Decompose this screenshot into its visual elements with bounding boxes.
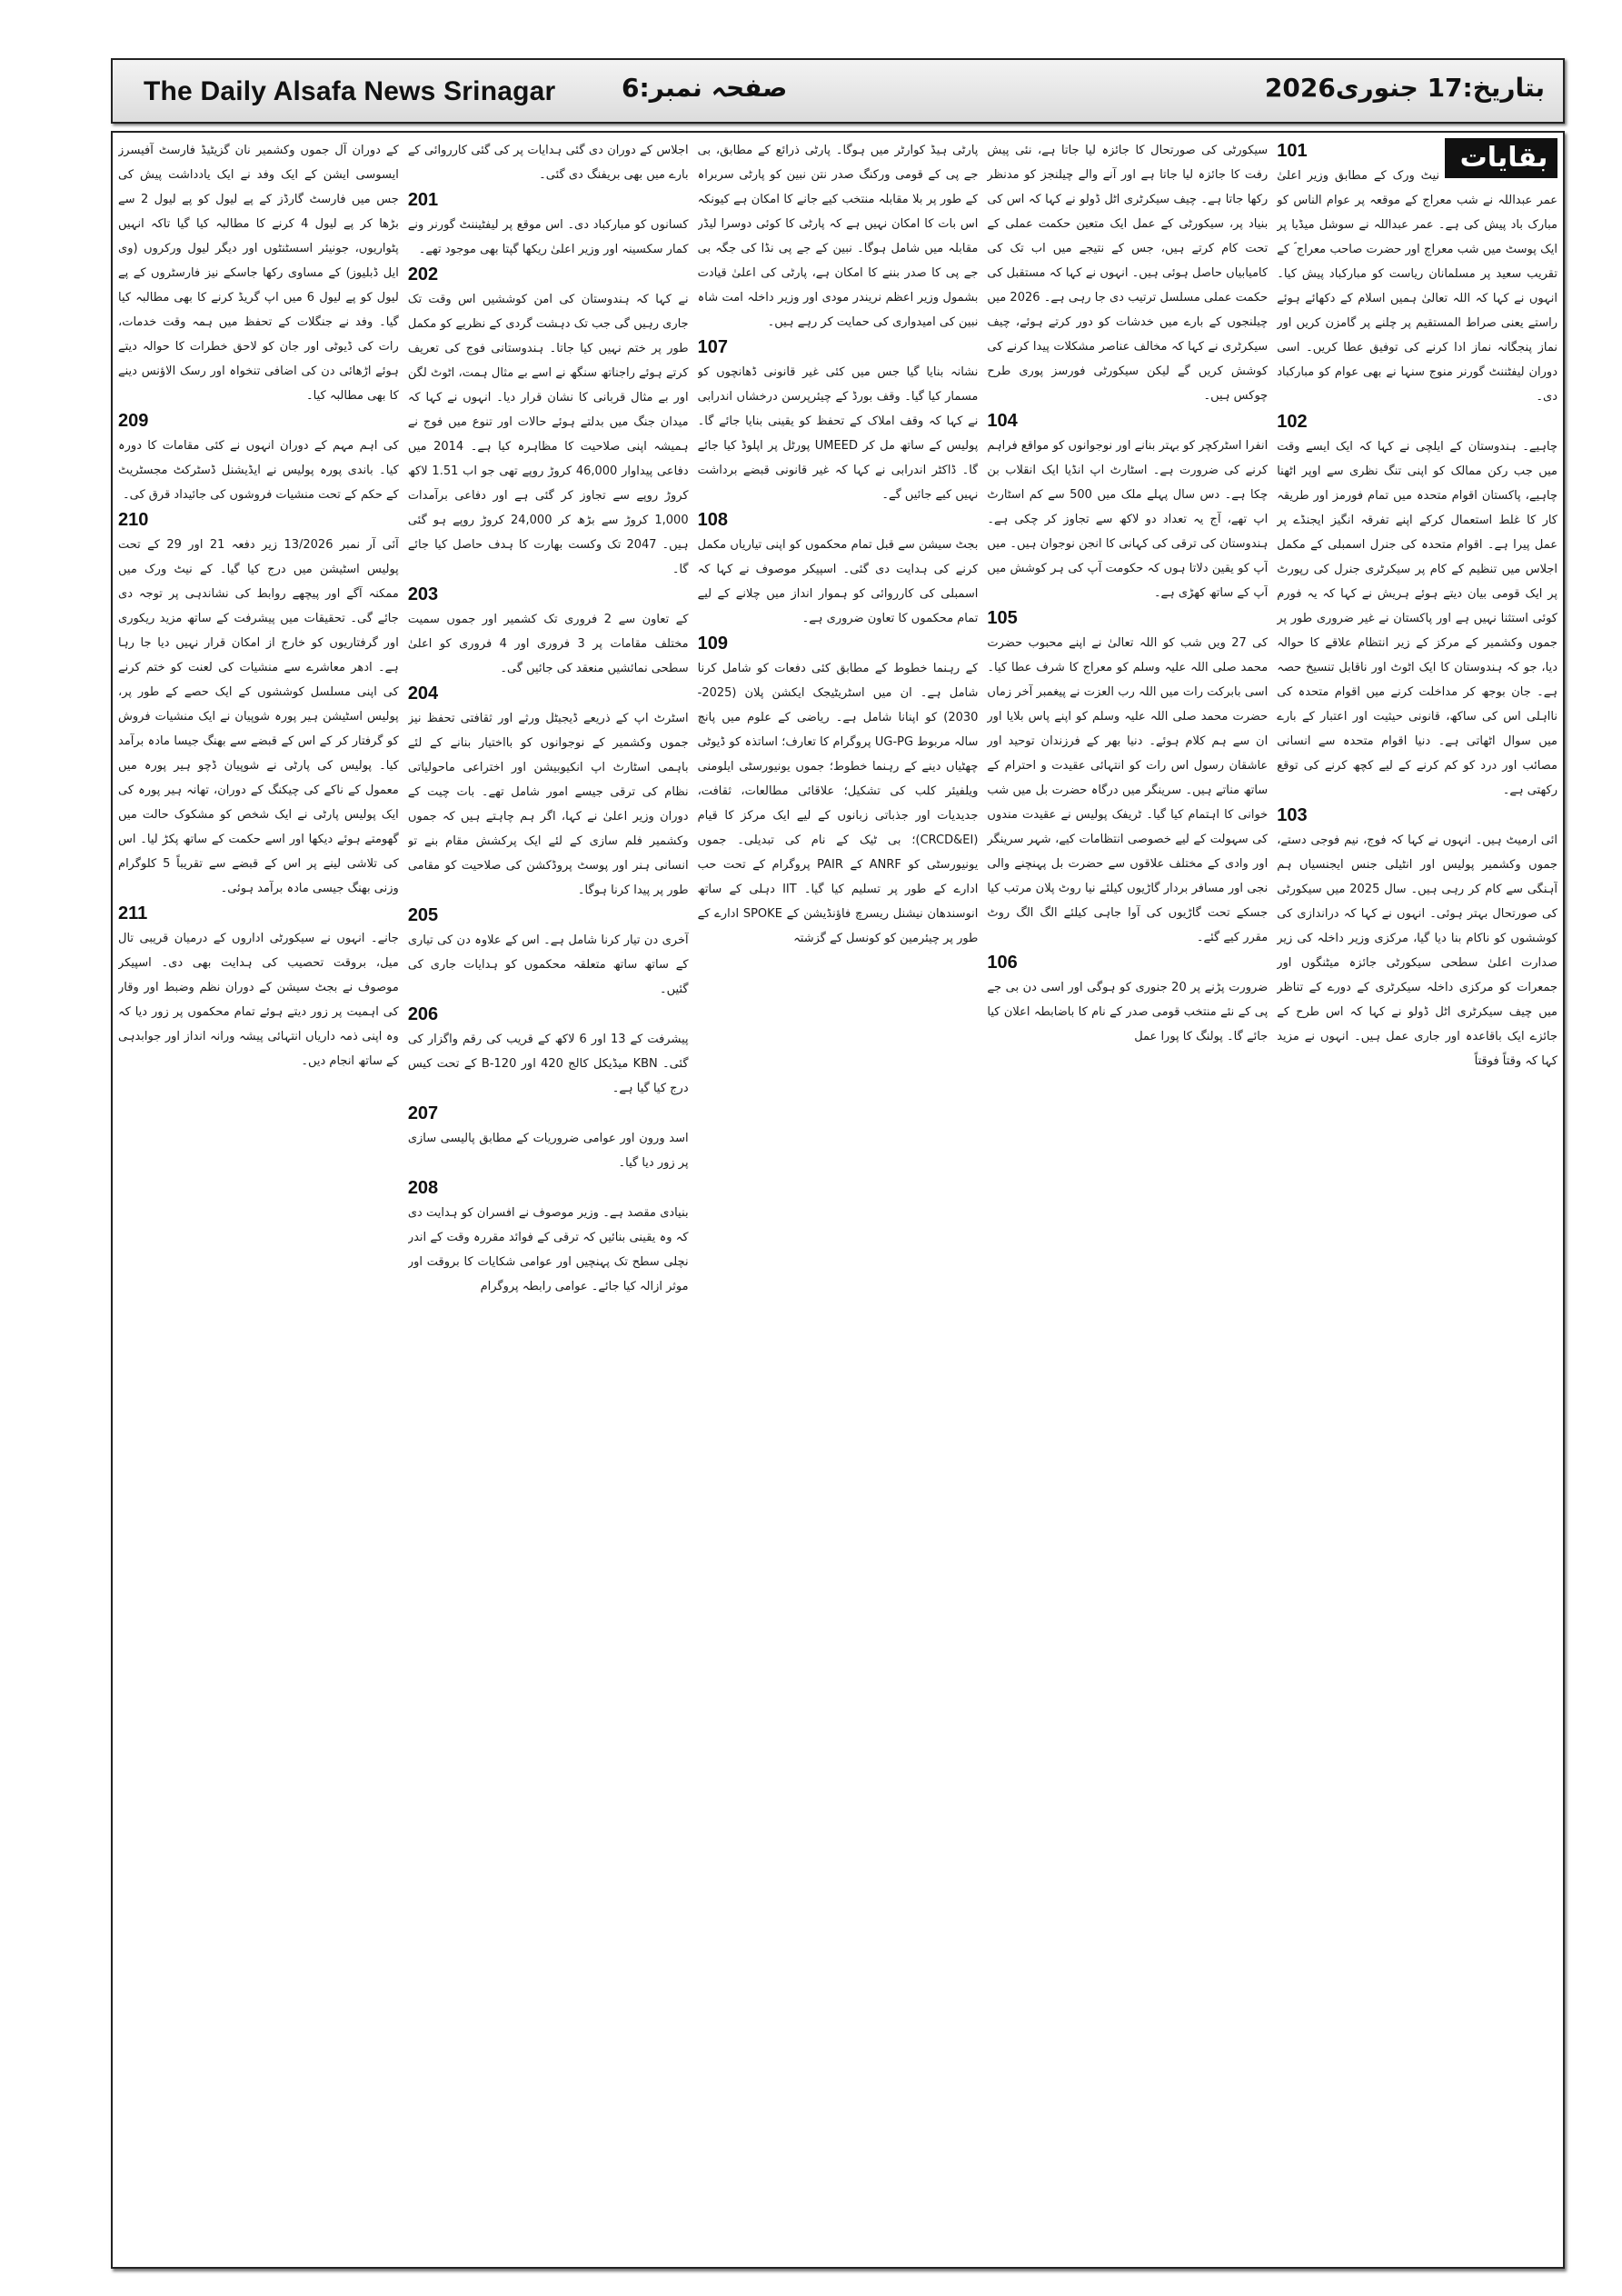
content-frame (111, 131, 1565, 2269)
section-number: 105 (987, 608, 1018, 628)
article-paragraph: پارٹی ہیڈ کوارٹر میں ہوگا۔ پارٹی ذرائع کے مطابق، بی جے پی کے قومی ورکنگ صدر نتن نبین کو پارٹی سربراہ کے طور پر بلا مقابلہ منتخب کیے جانے کا امکان ہے کیونکہ اس بات کا امکان نہیں ہے کہ پارٹی کا کوئی دوسرا لیڈر مقابلہ میں شامل ہوگا۔ نبین کے جے پی نڈا کی جگہ بی جے پی کا صدر بننے کا امکان ہے، پارٹی کی اعلیٰ قیادت بشمول وزیر اعظم نریندر مودی اور وزیر داخلہ امت شاہ نبین کی امیدواری کی حمایت کر رہے ہیں۔ (697, 144, 979, 329)
section-number: 201 (407, 190, 439, 210)
article-paragraph: کے دوران آل جموں وکشمیر نان گزیٹیڈ فارسٹ آفیسرز ایسوسی ایشن کے ایک وفد نے ایک یادداشت پیش کی جس میں فارسٹ گارڈز کے پے لیول کو پے لیول 2 سے بڑھا کر پے لیول 4 کرنے کا مطالبہ کیا گیا تاکہ انہیں پٹواریوں، جونیئر اسسٹنٹوں اور دیگر لیول ورکروں (وی ایل ڈبلیوز) کے مساوی رکھا جاسکے نیز فارسٹروں کے پے لیول کو پے لیول 6 میں اپ گریڈ کرنے کا بھی مطالبہ کیا گیا۔ وفد نے جنگلات کے تحفظ میں ہمہ وقت خدمات، رات کی ڈیوٹی اور جان کو لاحق خطرات کا حوالہ دیتے ہوئے اڑھائی دن کی اضافی تنخواہ اور رسک الاؤنس دینے کا بھی مطالبہ کیا۔ (118, 144, 399, 403)
article-paragraph: جانے۔ انہوں نے سیکورٹی اداروں کے درمیان قریبی تال میل، بروقت تحصیب کی ہدایت بھی دی۔ اسپیکر موصوف نے بجٹ سیشن کے دوران نظم وضبط اور وقار کی اہمیت پر زور دیتے ہوئے تمام محکموں پر زور دیا کہ وہ اپنی ذمہ داریاں انتہائی پیشہ ورانہ انداز اور جوابدہی کے ساتھ انجام دیں۔ (118, 932, 399, 1068)
article-paragraph: پیشرفت کے 13 اور 6 لاکھ کے قریب کی رقم واگزار کی گئی۔ KBN میڈیکل کالج 420 اور 120-B کے تحت کیس درج کیا گیا ہے۔ (407, 1033, 689, 1095)
newspaper-page (111, 58, 1565, 2269)
section-number: 202 (407, 265, 439, 285)
article-paragraph: آخری دن تیار کرنا شامل ہے۔ اس کے علاوہ دن کی تیاری کے ساتھ ساتھ متعلقہ محکموں کو ہدایات جاری کی گئیں۔ (407, 933, 689, 996)
article-paragraph: اجلاس کے دوران دی گئی ہدایات پر کی گئی کارروائی کے بارے میں بھی بریفنگ دی گئی۔ (407, 144, 689, 182)
section-number: 108 (697, 510, 728, 530)
article-paragraph: آئی آر نمبر 13/2026 زیر دفعہ 21 اور 29 کے تحت پولیس اسٹیشن میں درج کیا گیا۔ کے نیٹ ورک میں ممکنہ آگے اور پیچھے روابط کی نشاندہی پر توجہ دی جائے گی۔ تحقیقات میں پیشرفت کے ساتھ مزید ریکوری اور گرفتاریوں کو خارج از امکان قرار نہیں دیا جا رہا ہے۔ ادھر معاشرے سے منشیات کی لعنت کو ختم کرنے کی اپنی مسلسل کوششوں کے ایک حصے کے طور پر، پولیس اسٹیشن ہیر پورہ شوپیان نے ایک منشیات فروش کو گرفتار کر کے اس کے قبضے سے بھنگ جیسا مادہ برآمد کیا۔ پولیس کی پارٹی نے شوپیان ڈچو ہیر پورہ میں معمول کے ناکے کی چیکنگ کے دوران، تھانہ ہیر پورہ کی ایک پولیس پارٹی نے ایک شخص کو مشکوک حالت میں گھومتے ہوئے دیکھا اور اسے حکمت کے ساتھ پکڑ لیا۔ اس کی تلاشی لینے پر اس کے قبضے سے تقریباً 5 کلوگرام وزنی بھنگ جیسی مادہ برآمد ہوئی۔ (118, 538, 399, 895)
article-paragraph: چاہیے۔ ہندوستان کے ایلچی نے کہا کہ ایک ایسے وقت میں جب رکن ممالک کو اپنی تنگ نظری سے اوپر اٹھنا چاہیے، پاکستان اقوام متحدہ میں تمام فورمز اور طریقہ کار کا غلط استعمال کرکے اپنے تفرقہ انگیز ایجنڈے پر عمل پیرا ہے۔ اقوام متحدہ کی جنرل اسمبلی کے مکمل اجلاس میں تنظیم کے کام پر سیکرٹری جنرل کی رپورٹ پر ایک قومی بیان دیتے ہوئے ہریش نے کہا کہ یہ فورم کوئی استثنا نہیں ہے اور پاکستان نے غیر ضروری طور پر جموں وکشمیر کے مرکز کے زیر انتظام علاقے کا حوالہ دیا، جو کہ ہندوستان کا ایک اٹوٹ اور ناقابل تنسیخ حصہ ہے۔ جان بوجھ کر مداخلت کرنے میں اقوام متحدہ کی نااہلی اس کی ساکھ، قانونی حیثیت اور اعتبار کے بارے میں سوال اٹھاتی ہے۔ دنیا اقوام متحدہ سے انسانی مصائب اور درد کو کم کرنے کے لیے کچھ کرنے کی توقع رکھتی ہے۔ (1277, 440, 1557, 797)
section-number: 207 (407, 1103, 439, 1123)
article-paragraph: کے رہنما خطوط کے مطابق کئی دفعات کو شامل کرنا شامل ہے۔ ان میں اسٹریٹیجک ایکشن پلان (2025-2030) کو اپنانا شامل ہے۔ ریاضی کے علوم میں پانچ سالہ مربوط UG-PG پروگرام کا تعارف؛ اساتذہ کو ڈیوٹی چھٹیاں دینے کے رہنما خطوط؛ جموں یونیورسٹی ایلومنی ویلفیئر کلب کی تشکیل؛ علاقائی مطالعات، ثقافت، جدیدیات اور جذباتی زبانوں کے لیے ایک مرکز کا قیام (CRCD&EI)؛ بی ٹیک کے نام کی تبدیلی۔ جموں یونیورسٹی کو ANRF کے PAIR پروگرام کے تحت حب ادارے کے طور پر تسلیم کیا گیا۔ IIT دہلی کے ساتھ انوسندھان نیشنل ریسرچ فاؤنڈیشن کے SPOKE ادارے کے طور پر چیئرمین کو کونسل کے گزشتہ (697, 662, 979, 945)
section-number: 107 (697, 337, 728, 357)
section-number: 104 (987, 411, 1018, 431)
article-paragraph: بنیادی مقصد ہے۔ وزیر موصوف نے افسران کو ہدایت دی کہ وہ یقینی بنائیں کہ ترقی کے فوائد مقررہ وقت کے اندر نچلی سطح تک پہنچیں اور عوامی شکایات کا بروقت اور موثر ازالہ کیا جائے۔ عوامی رابطہ پروگرام (407, 1206, 689, 1293)
section-number: 211 (118, 903, 148, 923)
section-number: 101 (1277, 141, 1308, 161)
section-number: 206 (407, 1004, 439, 1024)
article-paragraph: کسانوں کو مبارکباد دی۔ اس موقع پر لیفٹیننٹ گورنر ونے کمار سکسینہ اور وزیر اعلیٰ ریکھا گپتا بھی موجود تھے۔ (407, 218, 689, 256)
section-number: 209 (118, 411, 149, 431)
article-paragraph: کی اہم مہم کے دوران انہوں نے کئی مقامات کا دورہ کیا۔ باندی پورہ پولیس نے ایڈیشنل ڈسٹرکٹ مجسٹریٹ کے حکم کے تحت منشیات فروشوں کی جائیداد قرق کی۔ (118, 439, 399, 502)
column-1 (1277, 138, 1557, 2261)
article-paragraph: اسٹرٹ اپ کے ذریعے ڈیجیٹل ورثے اور ثقافتی تحفظ نیز جموں وکشمیر کے نوجوانوں کو بااختیار بنانے کے لئے باہمی اسٹارٹ اپ انکیوبیشن اور اختراعی ماحولیاتی نظام کی ترقی جیسے امور شامل تھے۔ بات چیت کے دوران وزیر اعلیٰ نے کہا، اگر ہم چاہتے ہیں کہ جموں وکشمیر فلم سازی کے لئے ایک پرکشش مقام بنے تو انسانی ہنر اور پوسٹ پروڈکشن کی صلاحیت کو مقامی طور پر پیدا کرنا ہوگا۔ (407, 712, 689, 897)
section-number: 203 (407, 584, 439, 604)
article-paragraph: ضرورت پڑنے پر 20 جنوری کو ہوگی اور اسی دن بی جے پی کے نئے منتخب قومی صدر کے نام کا باضابطہ اعلان کیا جائے گا۔ پولنگ کا پورا عمل (987, 981, 1269, 1043)
newspaper-title: The Daily Alsafa News Srinagar (144, 76, 556, 106)
issue-date: بتاریخ:17 جنوری2026 (1264, 73, 1545, 103)
section-number: 208 (407, 1178, 439, 1198)
columns-container (118, 138, 1557, 2261)
article-paragraph: نے کہا کہ ہندوستان کی امن کوششیں اس وقت تک جاری رہیں گی جب تک دہشت گردی کے نظریے کو مکمل طور پر ختم نہیں کیا جاتا۔ ہندوستانی فوج کی تعریف کرتے ہوئے راجناتھ سنگھ نے اسے بے مثال ہمت، اٹوٹ لگن اور بے مثال قربانی کا نشان قرار دیا۔ انہوں نے کہا کہ میدان جنگ میں بدلتے ہوئے حالات اور تنوع میں فوج نے ہمیشہ اپنی صلاحیت کا مظاہرہ کیا ہے۔ 2014 میں دفاعی پیداوار 46,000 کروڑ روپے تھی جو اب 1.51 لاکھ کروڑ روپے سے تجاوز کر گئی ہے اور دفاعی برآمدات 1,000 کروڑ سے بڑھ کر 24,000 کروڑ روپے ہو گئی ہیں۔ 2047 تک وکست بھارت کا ہدف حاصل کیا جائے گا۔ (407, 293, 689, 576)
section-number: 109 (697, 634, 728, 654)
article-paragraph: نیٹ ورک کے مطابق وزیر اعلیٰ عمر عبداللہ نے شب معراج کے موقعہ پر عوام الناس کو مبارک باد پیش کی ہے۔ عمر عبداللہ نے سوشل میڈیا پر ایک پوسٹ میں شب معراج اور حضرت صاحب معراج ؐ کے تقریب سعید پر مسلمانان ریاست کو مبارکباد پیش کیا۔ انہوں نے کہا کہ اللہ تعالیٰ ہمیں اسلام کے دکھائے ہوئے راستے یعنی صراط المستقیم پر چلنے پر گامزن کریں اور نماز پنجگانہ نماز ادا کرنے کی توفیق عطا کریں۔ اسی دوران لیفٹننٹ گورنر منوج سنہا نے بھی عوام کو مبارکباد دی۔ (1277, 169, 1557, 404)
masthead (111, 58, 1565, 124)
section-number: 102 (1277, 412, 1308, 432)
article-paragraph: سیکورٹی کی صورتحال کا جائزہ لیا جاتا ہے، نئی پیش رفت کا جائزہ لیا جاتا ہے اور آنے والے چیلنجز کو مدنظر رکھا جاتا ہے۔ چیف سیکرٹری اٹل ڈولو نے کہا کہ اس کی بنیاد پر، سیکورٹی کے عمل ایک متعین حکمت عملی کے تحت کام کرتے ہیں، جس کے نتیجے میں اب تک کی کامیابیاں حاصل ہوئی ہیں۔ انہوں نے کہا کہ مستقبل کی حکمت عملی مسلسل ترتیب دی جا رہی ہے۔ 2026 میں چیلنجوں کے بارے میں خدشات کو دور کرتے ہوئے، چیف سیکرٹری نے کہا کہ مخالف عناصر مشکلات پیدا کرنے کی کوشش کریں گے لیکن سیکورٹی فورسز پوری طرح چوکس ہیں۔ (987, 144, 1269, 403)
column-2 (987, 138, 1268, 2261)
section-number: 205 (407, 905, 439, 925)
article-paragraph: اسد ورون اور عوامی ضروریات کے مطابق پالیسی سازی پر زور دیا گیا۔ (407, 1132, 689, 1170)
column-4 (408, 138, 689, 2261)
section-number: 103 (1277, 805, 1308, 825)
section-number: 106 (987, 953, 1018, 973)
article-paragraph: نشانہ بنایا گیا جس میں کئی غیر قانونی ڈھانچوں کو مسمار کیا گیا۔ وقف بورڈ کے چیئرپرسن درخشاں اندرابی نے کہا کہ وقف املاک کے تحفظ کو یقینی بنایا جائے گا۔ پولیس کے ساتھ مل کر UMEED پورٹل پر اپلوڈ کیا جائے گا۔ ڈاکٹر اندرابی نے کہا کہ غیر قانونی قبضے برداشت نہیں کیے جائیں گے۔ (697, 365, 979, 502)
section-number: 210 (118, 510, 149, 530)
page-number: صفحہ نمبر:6 (622, 73, 788, 103)
article-paragraph: کی 27 ویں شب کو اللہ تعالیٰ نے اپنے محبوب حضرت محمد صلی اللہ علیہ وسلم کو معراج کا شرف عطا کیا۔ اسی بابرکت رات میں اللہ رب العزت نے پیغمبر آخر زماں حضرت محمد صلی اللہ علیہ وسلم کو اپنے پاس بلایا اور ان سے ہم کلام ہوئے۔ دنیا بھر کے فرزندان توحید اور عاشقان رسول اس رات کو انتہائی عقیدت و احترام کے ساتھ مناتے ہیں۔ سرینگر میں درگاہ حضرت بل میں شب خوانی کا اہتمام کیا گیا۔ ٹریفک پولیس نے عقیدت مندوں کی سہولت کے لیے خصوصی انتظامات کیے، شہر سرینگر اور وادی کے مختلف علاقوں سے حضرت بل پہنچنے والی نجی اور مسافر بردار گاڑیوں کیلئے نیا روٹ پلان مرتب کیا جسکے تحت گاڑیوں کی آوا جاہی کیلئے الگ الگ روٹ مقرر کیے گئے۔ (987, 636, 1269, 944)
column-5 (118, 138, 399, 2261)
article-paragraph: کے تعاون سے 2 فروری تک کشمیر اور جموں سمیت مختلف مقامات پر 3 فروری اور 4 فروری کو اعلیٰ سطحی نمائشیں منعقد کی جائیں گی۔ (407, 613, 689, 675)
article-paragraph: بجٹ سیشن سے قبل تمام محکموں کو اپنی تیاریاں مکمل کرنے کی ہدایت دی گئی۔ اسپیکر موصوف نے کہا کہ اسمبلی کی کارروائی کو ہموار انداز میں چلانے کے لیے تمام محکموں کا تعاون ضروری ہے۔ (697, 538, 979, 625)
article-paragraph: انفرا اسٹرکچر کو بہتر بنانے اور نوجوانوں کو مواقع فراہم کرنے کی ضرورت ہے۔ اسٹارٹ اپ انڈیا ایک انقلاب بن چکا ہے۔ دس سال پہلے ملک میں 500 سے کم اسٹارٹ اپ تھے، آج یہ تعداد دو لاکھ سے تجاوز کر چکی ہے۔ ہندوستان کی ترقی کی کہانی کا انجن نوجوان ہیں۔ میں آپ کو یقین دلاتا ہوں کہ حکومت آپ کی ہر کوشش میں آپ کے ساتھ کھڑی ہے۔ (987, 439, 1269, 600)
section-number: 204 (407, 684, 439, 704)
article-paragraph: ائی ارمیٹ ہیں۔ انہوں نے کہا کہ فوج، نیم فوجی دستے، جموں وکشمیر پولیس اور انٹیلی جنس ایجنسیاں ہم آہنگی سے کام کر رہی ہیں۔ سال 2025 میں سیکورٹی کی صورتحال بہتر ہوئی۔ انہوں نے کہا کہ دراندازی کی کوششوں کو ناکام بنا دیا گیا، مرکزی وزیر داخلہ کی زیر صدارت اعلیٰ سطحی سیکورٹی جائزہ میٹنگوں اور جمعرات کو مرکزی داخلہ سیکرٹری کے دورے کے تناظر میں چیف سیکرٹری اٹل ڈولو نے کہا کہ اس طرح کے جائزے ایک باقاعدہ اور جاری عمل ہیں۔ انہوں نے مزید کہا کہ وقتاً فوقتاً (1277, 834, 1557, 1068)
section-label-baqiyat: بقایات (1445, 138, 1557, 178)
column-3 (698, 138, 979, 2261)
